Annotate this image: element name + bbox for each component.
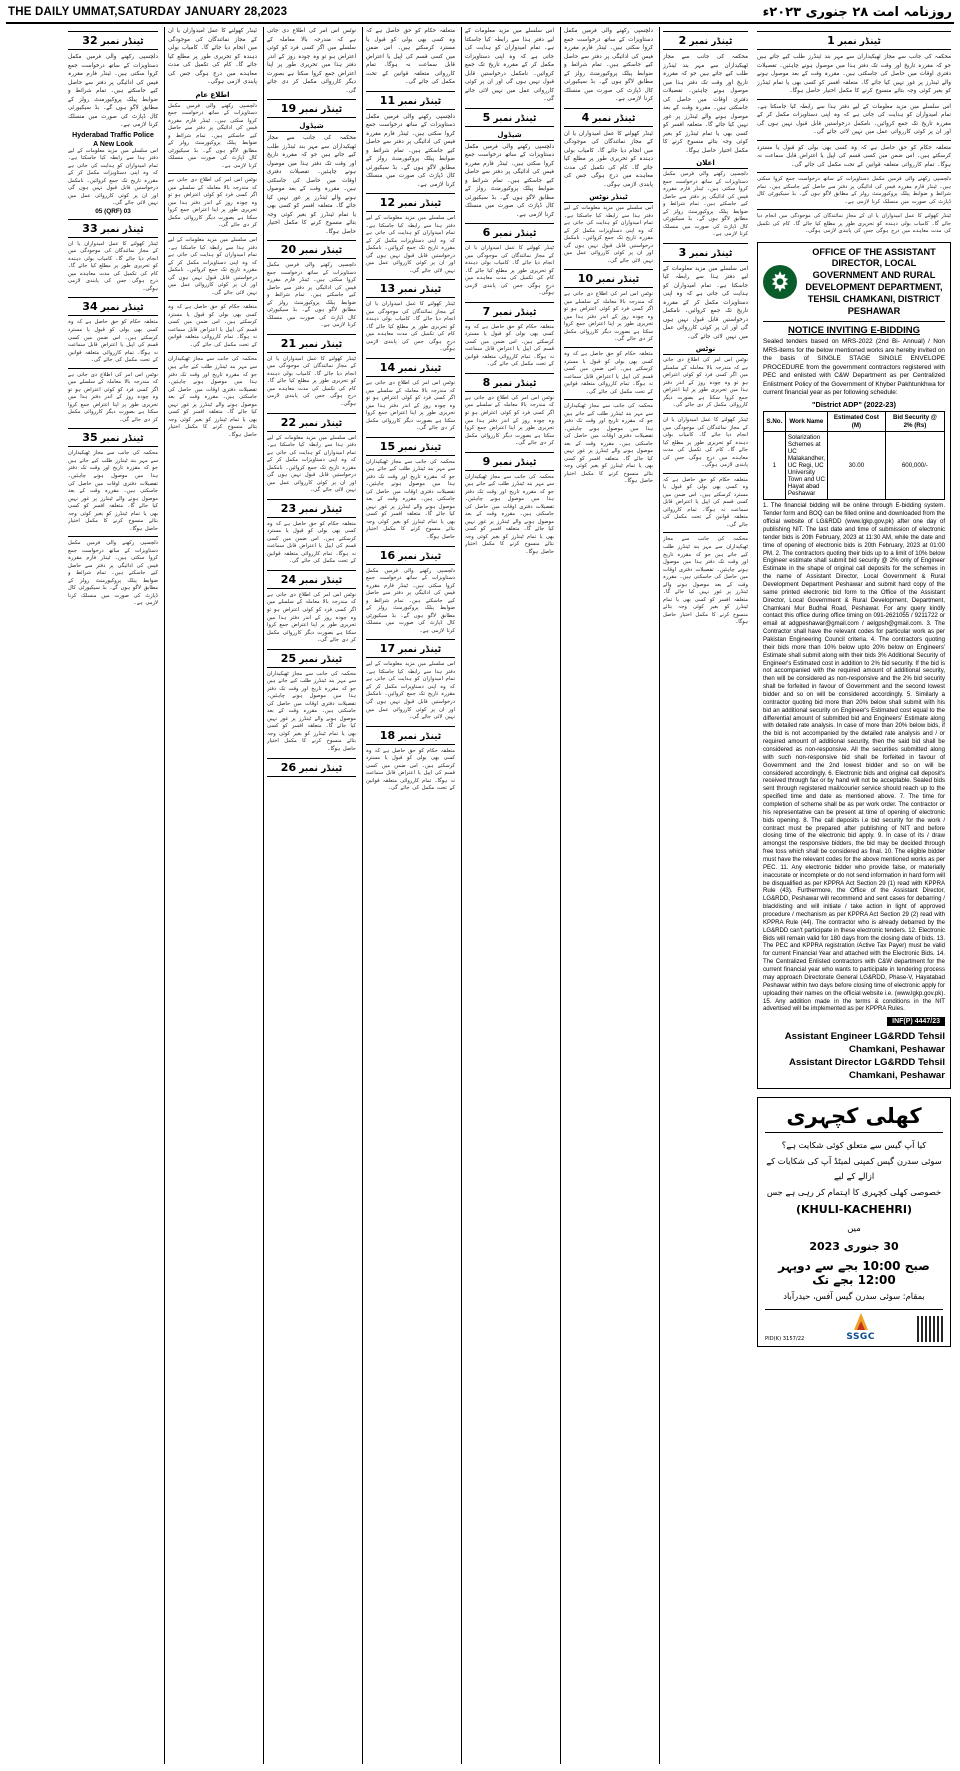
cell-estimated-cost: 30.00 (827, 432, 885, 500)
ssgc-line-4: میں (847, 1223, 861, 1234)
sub-heading: نوٹس (663, 344, 748, 355)
tender-heading: ٹینڈر نمبر 15 (366, 437, 455, 456)
tender-body-text: دلچسپی رکھنے والی فرمیں مکمل دستاویزات کے ساتھ درخواست جمع کروا سکتی ہیں۔ ٹینڈر فارم مقررہ فیس کی ادائیگی پر دفتر سے حاصل کیے جاسکتے ہیں۔ تمام شرائط و ضوابط پبلک پروکیورمنٹ رولز کے مطابق لاگو ہوں گے۔ بڈ سیکیورٹی کال ڈپازٹ کی صورت میں منسلک کرنا لازمی ہے۔ (68, 54, 158, 128)
tender-body-text: محکمہ کی جانب سے مجاز ٹھیکیداران سے مہر بند ٹینڈرز طلب کیے جاتے ہیں جو کہ مقررہ تاریخ اور وقت تک دفتر ہذا میں موصول ہونے چاہئیں۔ تفصیلات دفتری اوقات میں حاصل کی جاسکتی ہیں۔ مقررہ وقت کے بعد موصول ہونے والے ٹینڈرز پر غور نہیں کیا جائے گا۔ متعلقہ افسر کو کسی بھی یا تمام ٹینڈرز کو بغیر کوئی وجہ بتائے منسوخ کرنے کا مکمل اختیار حاصل ہوگا۔ (267, 135, 356, 235)
tender-body-text: دلچسپی رکھنے والی فرمیں مکمل دستاویزات کے ساتھ درخواست جمع کروا سکتی ہیں۔ ٹینڈر فارم مقررہ فیس کی ادائیگی پر دفتر سے حاصل کیے جاسکتے ہیں۔ تمام شرائط و ضوابط پبلک پروکیورمنٹ رولز کے مطابق لاگو ہوں گے۔ بڈ سیکیورٹی کال ڈپازٹ کی صورت میں منسلک کرنا لازمی ہے۔ (564, 28, 653, 102)
tender-body-text: نوٹس اس امر کی اطلاع دی جاتی ہے کہ مندرجہ بالا معاملہ کے سلسلے میں اگر کسی فرد کو کوئی اعتراض ہو تو وہ چودہ روز کے اندر دفتر ہذا میں تحریری طور پر اپنا اعتراض جمع کروا سکتا ہے بصورت دیگر کارروائی مکمل کر دی جائے گی۔ (564, 291, 653, 343)
tender-body-text: اس سلسلے میں مزید معلومات کے لیے دفتر ہذا سے رابطہ کیا جاسکتا ہے۔ تمام امیدواران کو ہدایت کی جاتی ہے کہ وہ اپنی دستاویزات مکمل کر کے مقررہ تاریخ تک جمع کروائیں۔ نامکمل درخواستیں قابل قبول نہیں ہوں گی اور ان پر کوئی کارروائی عمل میں نہیں لائی جائے گی۔ (68, 147, 158, 207)
tender-body-text: دلچسپی رکھنے والی فرمیں مکمل دستاویزات کے ساتھ درخواست جمع کروا سکتی ہیں۔ ٹینڈر فارم مقررہ فیس کی ادائیگی پر دفتر سے حاصل کیے جاسکتے ہیں۔ تمام شرائط و ضوابط پبلک پروکیورمنٹ رولز کے مطابق لاگو ہوں گے۔ بڈ سیکیورٹی کال ڈپازٹ کی صورت میں منسلک کرنا لازمی ہے۔ (366, 567, 455, 634)
ssgc-time: صبح 10:00 بجے سے دوپہر 12:00 بجے تک (778, 1259, 930, 1288)
tender-body-text: ٹینڈر کھولنے کا عمل امیدواران یا ان کے مجاز نمائندگان کی موجودگی میں انجام دیا جائے گا۔ کامیاب بولی دہندہ کو تحریری طور پر مطلع کیا جائے گا۔ کام کی تکمیل کی مدت معاہدے میں درج ہوگی جس کی پابندی لازمی ہوگی۔ (68, 240, 158, 292)
divider (663, 473, 748, 474)
tender-body-text: ٹینڈر کھولنے کا عمل امیدواران یا ان کے مجاز نمائندگان کی موجودگی میں انجام دیا جائے گا۔ کامیاب بولی دہندہ کو تحریری طور پر مطلع کیا جائے گا۔ کام کی تکمیل کی مدت معاہدے میں درج ہوگی جس کی پابندی لازمی ہوگی۔ (366, 301, 455, 353)
tender-body-text: اس سلسلے میں مزید معلومات کے لیے دفتر ہذا سے رابطہ کیا جاسکتا ہے۔ تمام امیدواران کو ہدایت کی جاتی ہے کہ وہ اپنی دستاویزات مکمل کر کے مقررہ تاریخ تک جمع کروائیں۔ نامکمل درخواستیں قابل قبول نہیں ہوں گی اور ان پر کوئی کارروائی عمل میں نہیں لائی جائے گی۔ (757, 103, 951, 135)
tender-body-text: دلچسپی رکھنے والی فرمیں مکمل دستاویزات کے ساتھ درخواست جمع کروا سکتی ہیں۔ ٹینڈر فارم مقررہ فیس کی ادائیگی پر دفتر سے حاصل کیے جاسکتے ہیں۔ تمام شرائط و ضوابط پبلک پروکیورمنٹ رولز کے مطابق لاگو ہوں گے۔ بڈ سیکیورٹی کال ڈپازٹ کی صورت میں منسلک کرنا لازمی ہے۔ (663, 171, 748, 238)
tender-body-text: دلچسپی رکھنے والی فرمیں مکمل دستاویزات کے ساتھ درخواست جمع کروا سکتی ہیں۔ ٹینڈر فارم مقررہ فیس کی ادائیگی پر دفتر سے حاصل کیے جاسکتے ہیں۔ تمام شرائط و ضوابط پبلک پروکیورمنٹ رولز کے مطابق لاگو ہوں گے۔ بڈ سیکیورٹی کال ڈپازٹ کی صورت میں منسلک کرنا لازمی ہے۔ (168, 102, 257, 169)
tender-body-text: ٹینڈر کھولنے کا عمل امیدواران یا ان کے مجاز نمائندگان کی موجودگی میں انجام دیا جائے گا۔ کامیاب بولی دہندہ کو تحریری طور پر مطلع کیا جائے گا۔ کام کی تکمیل کی مدت معاہدے میں درج ہوگی جس کی پابندی لازمی ہوگی۔ (168, 28, 257, 85)
tender-body-text: متعلقہ حکام کو حق حاصل ہے کہ وہ کسی بھی بولی کو قبول یا مسترد کرسکتے ہیں۔ اس ضمن میں کسی قسم کی اپیل یا اعتراض قابل سماعت نہ ہوگا۔ تمام کارروائی متعلقہ قوانین کے تحت مکمل کی جائے گی۔ (366, 28, 455, 85)
tender-heading: ٹینڈر نمبر 22 (267, 413, 356, 432)
tender-heading: ٹینڈر نمبر 33 (68, 219, 158, 238)
tender-body-text: نوٹس اس امر کی اطلاع دی جاتی ہے کہ مندرجہ بالا معاملہ کے سلسلے میں اگر کسی فرد کو کوئی اعتراض ہو تو وہ چودہ روز کے اندر دفتر ہذا میں تحریری طور پر اپنا اعتراض جمع کروا سکتا ہے بصورت دیگر کارروائی مکمل کر دی جائے گی۔ (366, 379, 455, 432)
sub-heading: شیڈول (465, 130, 554, 141)
divider (68, 536, 158, 537)
qrf-reference: 05 (QRF) 03 (95, 207, 131, 215)
column-header-sno: S.No. (764, 412, 786, 432)
masthead (6, 4, 954, 24)
divider (168, 173, 257, 174)
tender-heading: ٹینڈر نمبر 11 (366, 91, 455, 110)
divider (757, 99, 951, 100)
tender-heading: ٹینڈر نمبر 32 (68, 31, 158, 50)
tender-body-text: ٹینڈر کھولنے کا عمل امیدواران یا ان کے مجاز نمائندگان کی موجودگی میں انجام دیا جائے گا۔ کامیاب بولی دہندہ کو تحریری طور پر مطلع کیا جائے گا۔ کام کی تکمیل کی مدت معاہدے میں درج ہوگی جس کی پابندی لازمی ہوگی۔ (663, 417, 748, 469)
tender-heading: ٹینڈر نمبر 19 (267, 99, 356, 118)
tender-heading: ٹینڈر نمبر 7 (465, 302, 554, 321)
ssgc-title: کھلی کچہری (765, 1104, 943, 1133)
tender-body-text: متعلقہ حکام کو حق حاصل ہے کہ وہ کسی بھی بولی کو قبول یا مسترد کرسکتے ہیں۔ اس ضمن میں کسی قسم کی اپیل یا اعتراض قابل سماعت نہ ہوگا۔ تمام کارروائی متعلقہ قوانین کے تحت مکمل کی جائے گی۔ (663, 476, 748, 528)
traffic-police-subheading: A New Look (93, 140, 133, 148)
column-right-notices (754, 27, 954, 1764)
table-header-row (764, 412, 945, 432)
tender-heading: ٹینڈر نمبر 4 (564, 108, 653, 127)
tender-heading: ٹینڈر نمبر 20 (267, 240, 356, 259)
ssgc-line-1: سوئی سدرن گیس کمپنی لمیٹڈ آپ کی شکایات کے ازالے کے لیے (766, 1155, 942, 1182)
tender-heading: ٹینڈر نمبر 9 (465, 452, 554, 471)
masthead-english-title: THE DAILY UMMAT,SATURDAY JANUARY 28,2023 (8, 6, 288, 18)
column-2 (659, 27, 751, 1764)
tender-body-text: متعلقہ حکام کو حق حاصل ہے کہ وہ کسی بھی بولی کو قبول یا مسترد کرسکتے ہیں۔ اس ضمن میں کسی قسم کی اپیل یا اعتراض قابل سماعت نہ ہوگا۔ تمام کارروائی متعلقہ قوانین کے تحت مکمل کی جائے گی۔ (68, 319, 158, 364)
divider (663, 532, 748, 533)
ssgc-pid-code: PID(K) 3157/22 (765, 1336, 805, 1343)
tender-body-text: نوٹس اس امر کی اطلاع دی جاتی ہے کہ مندرجہ بالا معاملہ کے سلسلے میں اگر کسی فرد کو کوئی اعتراض ہو تو وہ چودہ روز کے اندر دفتر ہذا میں تحریری طور پر اپنا اعتراض جمع کروا سکتا ہے بصورت دیگر کارروائی مکمل کر دی جائے گی۔ (168, 177, 257, 229)
divider (757, 172, 951, 173)
tender-body-text: اس سلسلے میں مزید معلومات کے لیے دفتر ہذا سے رابطہ کیا جاسکتا ہے۔ تمام امیدواران کو ہدایت کی جاتی ہے کہ وہ اپنی دستاویزات مکمل کر کے مقررہ تاریخ تک جمع کروائیں۔ نامکمل درخواستیں قابل قبول نہیں ہوں گی اور ان پر کوئی کارروائی عمل میں نہیں لائی جائے گی۔ (267, 434, 356, 494)
government-emblem-icon (763, 265, 797, 299)
tender-body-text: اس سلسلے میں مزید معلومات کے لیے دفتر ہذا سے رابطہ کیا جاسکتا ہے۔ تمام امیدواران کو ہدایت کی جاتی ہے کہ وہ اپنی دستاویزات مکمل کر کے مقررہ تاریخ تک جمع کروائیں۔ نامکمل درخواستیں قابل قبول نہیں ہوں گی اور ان پر کوئی کارروائی عمل میں نہیں لائی جائے گی۔ (564, 205, 653, 264)
divider (168, 300, 257, 301)
tender-body-text: اس سلسلے میں مزید معلومات کے لیے دفتر ہذا سے رابطہ کیا جاسکتا ہے۔ تمام امیدواران کو ہدایت کی جاتی ہے کہ وہ اپنی دستاویزات مکمل کر کے مقررہ تاریخ تک جمع کروائیں۔ نامکمل درخواستیں قابل قبول نہیں ہوں گی اور ان پر کوئی کارروائی عمل میں نہیں لائی جائے گی۔ (465, 28, 554, 102)
tender-body-text: متعلقہ حکام کو حق حاصل ہے کہ وہ کسی بھی بولی کو قبول یا مسترد کرسکتے ہیں۔ اس ضمن میں کسی قسم کی اپیل یا اعتراض قابل سماعت نہ ہوگا۔ تمام کارروائی متعلقہ قوانین کے تحت مکمل کی جائے گی۔ (757, 144, 951, 168)
ssgc-footer (765, 1309, 943, 1342)
divider (564, 347, 653, 348)
tender-heading: ٹینڈر نمبر 16 (366, 546, 455, 565)
column-8-classified (65, 27, 161, 1764)
sub-heading: ٹینڈر نوٹس (564, 192, 653, 203)
tender-heading: ٹینڈر نمبر 1 (757, 31, 951, 50)
sub-heading: اعلان (663, 158, 748, 169)
qr-code-icon (917, 1316, 943, 1342)
tender-body-text: محکمہ کی جانب سے مجاز ٹھیکیداران سے مہر بند ٹینڈرز طلب کیے جاتے ہیں جو کہ مقررہ تاریخ اور وقت تک دفتر ہذا میں موصول ہونے چاہئیں۔ تفصیلات دفتری اوقات میں حاصل کی جاسکتی ہیں۔ مقررہ وقت کے بعد موصول ہونے والے ٹینڈرز پر غور نہیں کیا جائے گا۔ متعلقہ افسر کو کسی بھی یا تمام ٹینڈرز کو بغیر کوئی وجہ بتائے منسوخ کرنے کا مکمل اختیار حاصل ہوگا۔ (267, 670, 356, 752)
tender-body-text: نوٹس اس امر کی اطلاع دی جاتی ہے کہ مندرجہ بالا معاملہ کے سلسلے میں اگر کسی فرد کو کوئی اعتراض ہو تو وہ چودہ روز کے اندر دفتر ہذا میں تحریری طور پر اپنا اعتراض جمع کروا سکتا ہے بصورت دیگر کارروائی مکمل کر دی جائے گی۔ (663, 357, 748, 409)
tender-heading: ٹینڈر نمبر 35 (68, 428, 158, 447)
tender-body-text: متعلقہ حکام کو حق حاصل ہے کہ وہ کسی بھی بولی کو قبول یا مسترد کرسکتے ہیں۔ اس ضمن میں کسی قسم کی اپیل یا اعتراض قابل سماعت نہ ہوگا۔ تمام کارروائی متعلقہ قوانین کے تحت مکمل کی جائے گی۔ (168, 304, 257, 348)
lgrdd-notice-advertisement (757, 242, 951, 1089)
cell-work-name: Solarization Schemes at UC Malakandher, UC Regi, UC University Town and UC Hayat abad Peshawar (785, 432, 827, 500)
column-header-bid-security: Bid Security @ 2% (Rs) (885, 412, 944, 432)
tender-body-text: اس سلسلے میں مزید معلومات کے لیے دفتر ہذا سے رابطہ کیا جاسکتا ہے۔ تمام امیدواران کو ہدایت کی جاتی ہے کہ وہ اپنی دستاویزات مکمل کر کے مقررہ تاریخ تک جمع کروائیں۔ نامکمل درخواستیں قابل قبول نہیں ہوں گی اور ان پر کوئی کارروائی عمل میں نہیں لائی جائے گی۔ (663, 265, 748, 340)
flame-icon (854, 1313, 868, 1330)
ssgc-kachehri-english: (KHULI-KACHEHRI) (796, 1203, 912, 1217)
tender-body-text: دلچسپی رکھنے والی فرمیں مکمل دستاویزات کے ساتھ درخواست جمع کروا سکتی ہیں۔ ٹینڈر فارم مقررہ فیس کی ادائیگی پر دفتر سے حاصل کیے جاسکتے ہیں۔ تمام شرائط و ضوابط پبلک پروکیورمنٹ رولز کے مطابق لاگو ہوں گے۔ بڈ سیکیورٹی کال ڈپازٹ کی صورت میں منسلک کرنا لازمی ہے۔ (757, 176, 951, 205)
tender-body-text: نوٹس اس امر کی اطلاع دی جاتی ہے کہ مندرجہ بالا معاملہ کے سلسلے میں اگر کسی فرد کو کوئی اعتراض ہو تو وہ چودہ روز کے اندر دفتر ہذا میں تحریری طور پر اپنا اعتراض جمع کروا سکتا ہے بصورت دیگر کارروائی مکمل کر دی جائے گی۔ (465, 394, 554, 447)
notice-signature-block (763, 1028, 945, 1083)
notice-header (763, 247, 945, 323)
tender-body-text: نوٹس اس امر کی اطلاع دی جاتی ہے کہ مندرجہ بالا معاملہ کے سلسلے میں اگر کسی فرد کو کوئی اعتراض ہو تو وہ چودہ روز کے اندر دفتر ہذا میں تحریری طور پر اپنا اعتراض جمع کروا سکتا ہے بصورت دیگر کارروائی مکمل کر دی جائے گی۔ (267, 28, 356, 94)
notice-intro-paragraph: Sealed tenders based on MRS-2022 (2nd Bi- Annual) / Non MRS-items for the below mentioned works are hereby invited on the basis of SINGLE STAGE SINGLE ENVELOPE PROCEDURE from the government contractors registered with PEC and enlisted with C&W Department as per Centralized Enlistment Policy of the Government of Khyber Pakhtunkhwa for current financial year as per following schedule: (763, 338, 945, 397)
column-4 (461, 27, 557, 1764)
tender-body-text: اس سلسلے میں مزید معلومات کے لیے دفتر ہذا سے رابطہ کیا جاسکتا ہے۔ تمام امیدواران کو ہدایت کی جاتی ہے کہ وہ اپنی دستاویزات مکمل کر کے مقررہ تاریخ تک جمع کروائیں۔ نامکمل درخواستیں قابل قبول نہیں ہوں گی اور ان پر کوئی کارروائی عمل میں نہیں لائی جائے گی۔ (366, 661, 455, 721)
tender-heading: ٹینڈر نمبر 18 (366, 726, 455, 745)
tender-body-text: محکمہ کی جانب سے مجاز ٹھیکیداران سے مہر بند ٹینڈرز طلب کیے جاتے ہیں جو کہ مقررہ تاریخ اور وقت تک دفتر ہذا میں موصول ہونے چاہئیں۔ تفصیلات دفتری اوقات میں حاصل کی جاسکتی ہیں۔ مقررہ وقت کے بعد موصول ہونے والے ٹینڈرز پر غور نہیں کیا جائے گا۔ متعلقہ افسر کو کسی بھی یا تمام ٹینڈرز کو بغیر کوئی وجہ بتائے منسوخ کرنے کا مکمل اختیار حاصل ہوگا۔ (663, 54, 748, 154)
tender-body-text: محکمہ کی جانب سے مجاز ٹھیکیداران سے مہر بند ٹینڈرز طلب کیے جاتے ہیں جو کہ مقررہ تاریخ اور وقت تک دفتر ہذا میں موصول ہونے چاہئیں۔ تفصیلات دفتری اوقات میں حاصل کی جاسکتی ہیں۔ مقررہ وقت کے بعد موصول ہونے والے ٹینڈرز پر غور نہیں کیا جائے گا۔ متعلقہ افسر کو کسی بھی یا تمام ٹینڈرز کو بغیر کوئی وجہ بتائے منسوخ کرنے کا مکمل اختیار حاصل ہوگا۔ (366, 458, 455, 540)
ssgc-logo-label: SSGC (846, 1332, 875, 1343)
column-header-work-name: Work Name (785, 412, 827, 432)
sub-heading: شیڈول (267, 121, 356, 132)
tender-heading: ٹینڈر نمبر 17 (366, 639, 455, 658)
tender-body-text: متعلقہ حکام کو حق حاصل ہے کہ وہ کسی بھی بولی کو قبول یا مسترد کرسکتے ہیں۔ اس ضمن میں کسی قسم کی اپیل یا اعتراض قابل سماعت نہ ہوگا۔ تمام کارروائی متعلقہ قوانین کے تحت مکمل کی جائے گی۔ (267, 520, 356, 565)
tender-body-text: نوٹس اس امر کی اطلاع دی جاتی ہے کہ مندرجہ بالا معاملہ کے سلسلے میں اگر کسی فرد کو کوئی اعتراض ہو تو وہ چودہ روز کے اندر دفتر ہذا میں تحریری طور پر اپنا اعتراض جمع کروا سکتا ہے بصورت دیگر کارروائی مکمل کر دی جائے گی۔ (267, 591, 356, 644)
tender-body-text: محکمہ کی جانب سے مجاز ٹھیکیداران سے مہر بند ٹینڈرز طلب کیے جاتے ہیں جو کہ مقررہ تاریخ اور وقت تک دفتر ہذا میں موصول ہونے چاہئیں۔ تفصیلات دفتری اوقات میں حاصل کی جاسکتی ہیں۔ مقررہ وقت کے بعد موصول ہونے والے ٹینڈرز پر غور نہیں کیا جائے گا۔ متعلقہ افسر کو کسی بھی یا تمام ٹینڈرز کو بغیر کوئی وجہ بتائے منسوخ کرنے کا مکمل اختیار حاصل ہوگا۔ (757, 54, 951, 94)
divider (757, 140, 951, 141)
tender-body-text: دلچسپی رکھنے والی فرمیں مکمل دستاویزات کے ساتھ درخواست جمع کروا سکتی ہیں۔ ٹینڈر فارم مقررہ فیس کی ادائیگی پر دفتر سے حاصل کیے جاسکتے ہیں۔ تمام شرائط و ضوابط پبلک پروکیورمنٹ رولز کے مطابق لاگو ہوں گے۔ بڈ سیکیورٹی کال ڈپازٹ کی صورت میں منسلک کرنا لازمی ہے۔ (465, 143, 554, 218)
traffic-police-heading: Hyderabad Traffic Police (72, 131, 154, 139)
tender-heading: ٹینڈر نمبر 24 (267, 570, 356, 589)
tender-heading: ٹینڈر نمبر 14 (366, 358, 455, 377)
divider (663, 413, 748, 414)
inf-reference-badge: INF(P) 4447/23 (887, 1017, 945, 1026)
masthead-urdu-title: روزنامہ امت ۲۸ جنوری ۲۰۲۳ء (762, 4, 952, 20)
divider (757, 209, 951, 210)
tender-heading: ٹینڈر نمبر 13 (366, 279, 455, 298)
signatory-assistant-director: Assistant Director LG&RDD Tehsil Chamkani, Peshawar (788, 1057, 945, 1082)
tender-heading: ٹینڈر نمبر 5 (465, 108, 554, 127)
tender-heading: ٹینڈر نمبر 10 (564, 269, 653, 288)
tender-body-text: ٹینڈر کھولنے کا عمل امیدواران یا ان کے مجاز نمائندگان کی موجودگی میں انجام دیا جائے گا۔ کامیاب بولی دہندہ کو تحریری طور پر مطلع کیا جائے گا۔ کام کی تکمیل کی مدت معاہدے میں درج ہوگی جس کی پابندی لازمی ہوگی۔ (267, 355, 356, 407)
tender-body-text: دلچسپی رکھنے والی فرمیں مکمل دستاویزات کے ساتھ درخواست جمع کروا سکتی ہیں۔ ٹینڈر فارم مقررہ فیس کی ادائیگی پر دفتر سے حاصل کیے جاسکتے ہیں۔ تمام شرائط و ضوابط پبلک پروکیورمنٹ رولز کے مطابق لاگو ہوں گے۔ بڈ سیکیورٹی کال ڈپازٹ کی صورت میں منسلک کرنا لازمی ہے۔ (267, 262, 356, 329)
tender-body-text: محکمہ کی جانب سے مجاز ٹھیکیداران سے مہر بند ٹینڈرز طلب کیے جاتے ہیں جو کہ مقررہ تاریخ اور وقت تک دفتر ہذا میں موصول ہونے چاہئیں۔ تفصیلات دفتری اوقات میں حاصل کی جاسکتی ہیں۔ مقررہ وقت کے بعد موصول ہونے والے ٹینڈرز پر غور نہیں کیا جائے گا۔ متعلقہ افسر کو کسی بھی یا تمام ٹینڈرز کو بغیر کوئی وجہ بتائے منسوخ کرنے کا مکمل اختیار حاصل ہوگا۔ (663, 536, 748, 626)
tender-body-text: ٹینڈر کھولنے کا عمل امیدواران یا ان کے مجاز نمائندگان کی موجودگی میں انجام دیا جائے گا۔ کامیاب بولی دہندہ کو تحریری طور پر مطلع کیا جائے گا۔ کام کی تکمیل کی مدت معاہدے میں درج ہوگی جس کی پابندی لازمی ہوگی۔ (757, 213, 951, 235)
tender-body-text: اس سلسلے میں مزید معلومات کے لیے دفتر ہذا سے رابطہ کیا جاسکتا ہے۔ تمام امیدواران کو ہدایت کی جاتی ہے کہ وہ اپنی دستاویزات مکمل کر کے مقررہ تاریخ تک جمع کروائیں۔ نامکمل درخواستیں قابل قبول نہیں ہوں گی اور ان پر کوئی کارروائی عمل میں نہیں لائی جائے گی۔ (168, 237, 257, 296)
tender-body-text: دلچسپی رکھنے والی فرمیں مکمل دستاویزات کے ساتھ درخواست جمع کروا سکتی ہیں۔ ٹینڈر فارم مقررہ فیس کی ادائیگی پر دفتر سے حاصل کیے جاسکتے ہیں۔ تمام شرائط و ضوابط پبلک پروکیورمنٹ رولز کے مطابق لاگو ہوں گے۔ بڈ سیکیورٹی کال ڈپازٹ کی صورت میں منسلک کرنا لازمی ہے۔ (68, 540, 158, 607)
cell-bid-security: 600,000/- (885, 432, 944, 500)
tender-heading: ٹینڈر نمبر 12 (366, 193, 455, 212)
ssgc-khuli-kachehri-advertisement (757, 1097, 951, 1347)
tender-heading: ٹینڈر نمبر 23 (267, 499, 356, 518)
tender-body-text: محکمہ کی جانب سے مجاز ٹھیکیداران سے مہر بند ٹینڈرز طلب کیے جاتے ہیں جو کہ مقررہ تاریخ اور وقت تک دفتر ہذا میں موصول ہونے چاہئیں۔ تفصیلات دفتری اوقات میں حاصل کی جاسکتی ہیں۔ مقررہ وقت کے بعد موصول ہونے والے ٹینڈرز پر غور نہیں کیا جائے گا۔ متعلقہ افسر کو کسی بھی یا تمام ٹینڈرز کو بغیر کوئی وجہ بتائے منسوخ کرنے کا مکمل اختیار حاصل ہوگا۔ (168, 356, 257, 438)
divider (564, 399, 653, 400)
tender-body-text: متعلقہ حکام کو حق حاصل ہے کہ وہ کسی بھی بولی کو قبول یا مسترد کرسکتے ہیں۔ اس ضمن میں کسی قسم کی اپیل یا اعتراض قابل سماعت نہ ہوگا۔ تمام کارروائی متعلقہ قوانین کے تحت مکمل کی جائے گی۔ (465, 323, 554, 368)
divider (168, 233, 257, 234)
tender-heading: ٹینڈر نمبر 8 (465, 373, 554, 392)
tender-body-text: متعلقہ حکام کو حق حاصل ہے کہ وہ کسی بھی بولی کو قبول یا مسترد کرسکتے ہیں۔ اس ضمن میں کسی قسم کی اپیل یا اعتراض قابل سماعت نہ ہوگا۔ تمام کارروائی متعلقہ قوانین کے تحت مکمل کی جائے گی۔ (366, 747, 455, 792)
column-5 (362, 27, 458, 1764)
tender-heading: ٹینڈر نمبر 34 (68, 297, 158, 316)
page-columns (6, 24, 954, 1764)
ssgc-date: 30 جنوری 2023 (809, 1239, 899, 1253)
column-7 (164, 27, 260, 1764)
tender-heading: ٹینڈر نمبر 26 (267, 758, 356, 777)
column-6 (263, 27, 359, 1764)
sub-heading: اطلاع عام (168, 90, 257, 101)
tender-heading: ٹینڈر نمبر 25 (267, 649, 356, 668)
tender-heading: ٹینڈر نمبر 3 (663, 243, 748, 262)
tender-body-text: متعلقہ حکام کو حق حاصل ہے کہ وہ کسی بھی بولی کو قبول یا مسترد کرسکتے ہیں۔ اس ضمن میں کسی قسم کی اپیل یا اعتراض قابل سماعت نہ ہوگا۔ تمام کارروائی متعلقہ قوانین کے تحت مکمل کی جائے گی۔ (564, 350, 653, 395)
tender-body-text: ٹینڈر کھولنے کا عمل امیدواران یا ان کے مجاز نمائندگان کی موجودگی میں انجام دیا جائے گا۔ کامیاب بولی دہندہ کو تحریری طور پر مطلع کیا جائے گا۔ کام کی تکمیل کی مدت معاہدے میں درج ہوگی جس کی پابندی لازمی ہوگی۔ (465, 245, 554, 297)
tender-body-text: نوٹس اس امر کی اطلاع دی جاتی ہے کہ مندرجہ بالا معاملہ کے سلسلے میں اگر کسی فرد کو کوئی اعتراض ہو تو وہ چودہ روز کے اندر دفتر ہذا میں تحریری طور پر اپنا اعتراض جمع کروا سکتا ہے بصورت دیگر کارروائی مکمل کر دی جائے گی۔ (68, 371, 158, 423)
notice-works-table (763, 411, 945, 500)
ssgc-question: کیا آپ گیس سے متعلق کوئی شکایت ہے؟ (781, 1139, 927, 1150)
tender-body-text: محکمہ کی جانب سے مجاز ٹھیکیداران سے مہر بند ٹینڈرز طلب کیے جاتے ہیں جو کہ مقررہ تاریخ اور وقت تک دفتر ہذا میں موصول ہونے چاہئیں۔ تفصیلات دفتری اوقات میں حاصل کی جاسکتی ہیں۔ مقررہ وقت کے بعد موصول ہونے والے ٹینڈرز پر غور نہیں کیا جائے گا۔ متعلقہ افسر کو کسی بھی یا تمام ٹینڈرز کو بغیر کوئی وجہ بتائے منسوخ کرنے کا مکمل اختیار حاصل ہوگا۔ (465, 473, 554, 555)
tender-heading: ٹینڈر نمبر 21 (267, 334, 356, 353)
notice-table-title: "District ADP" (2022-23) (812, 400, 896, 410)
notice-office-title: OFFICE OF THE ASSISTANT DIRECTOR, LOCAL GOVERNMENT AND RURAL DEVELOPMENT DEPARTMENT, TEHSIL CHAMKANI, DISTRICT PESHAWAR (805, 246, 943, 316)
cell-sno: 1 (764, 432, 786, 500)
notice-terms-and-conditions: 1. The financial bidding will be online through E-bidding system. Tender form and BOQ can be filled online and downloaded from the official website of LG&RDD (www.lgkp.gov.pk) after one day of publishing NIT. The last date and time of submission of electronic tender bids is 20th February, 2023 at 11:30 AM, while the date and time of opening of electronic bids is 20th February, 2023 at 01:00 PM. 2. The contractors quoting their bids up to a limit of 10% below Engineer estimate shall submit bid security @ 2% only of Engineer Estimate in the shape of original call deposits for the schemes in the name of Assistant Director, Local Government & Rural Development Department Peshawar and submit hard copy of the same printed electronic bid form to the Office of the Assistant Director, Local Government & Rural Development, Department, Chamkani Mur Budhai Road, Peshawar. For any query kindly contact this office during office timing on 091-2621055 / 9211722 or email at adgpeshawar@gmail.com / aelgpsh@gmail.com. 3. The Contractor shall have the relevant codes for particular work as per Pakistan Engineering Council criteria. 4. The contractors quoting their bids more than 10% below upto 20% below on Engineers' Estimate shall submit along with their bids 3% Additional Security of Engineer's Estimated cost in addition to 2% bid security. If the bid is not accompanied with the required amount of additional security, then will be considered as non-responsive and the 2% bid security shall be forfeited in favour of Government and the second lowest bidder and so on will be considered accordingly. 5. Similarly a contractor quoting bid more than 20% below shall submit with his bid an additional security on Engineer's Estimated cost equal to the differential amount of submitted bid and Engineers' Estimate along with detailed rate analysis. In case of more than 20% below bids, if the bid is not accompanied by the detailed rate analysis and / or required amount of additional security, then the said bid shall be considered as non-responsive. All the securities submitted along with such non-responsive bid shall be forfeited in favour of Government and the 2nd lowest bidder and so on will be considered accordingly. 6. Electronic bids and original call deposit's received through fax or by hand will not be acceptable. Sealed bids sent through registered mail/courier service should reach up to the specified time and date as mentioned above. 7. The time for completion of scheme shall be as per work order. The contractor or his representative can be present at time of opening of electronic bids opening. 8. The call deposits i.e bid security for the work / contract must be prepared after publishing of NIT and before closing time of the electronic bid apply. 9. In case of its / draw amongst the responsive bidders, the bid may be decided through free toss which shall be considered as final. 10. The eligible bidder must have the relevant codes for the above mentioned works as per PEC. 11. Any electronic bidder who provide false, or materially inaccurate or incomplete or do not send information in hard form will be disqualified as per KPPRA Act Section 29 (1) read with KPPRA Rule (43). Furthermore, the Office of the Assistant Director, LG&RDD, Peshawar will recommend and sent cases for debarring / blacklisting and will initiate / take action in light of approved procedure / mechanism as per KPPRA Act Section 29 (2) read with KPPRA Rule (44). The contractor who is already debarred by the LG&RDD can't participate in these electronic tenders. 12. Electronic Bids will remain valid for 180 days from the closing date of bids. 13. The PEC and KPPRA registration /Active Tax Payer) must be valid for current Financial Year and attached with the Electronic Bids. 14. The Centralized Enlisted contractors with C&W department for the current financial year who wants to participate in tendering process may approach Directorate General LG&RDD, Phase-V, Hayatabad Peshawar within two days before closing time of electronic apply for uploading their names on the official website i.e. (www.lgkp.gov.pk). 15. Any addition made in the terms & conditions in the NIT advertised will be implemented as per KPPRA Rules. (763, 503, 945, 1013)
tender-body-text: محکمہ کی جانب سے مجاز ٹھیکیداران سے مہر بند ٹینڈرز طلب کیے جاتے ہیں جو کہ مقررہ تاریخ اور وقت تک دفتر ہذا میں موصول ہونے چاہئیں۔ تفصیلات دفتری اوقات میں حاصل کی جاسکتی ہیں۔ مقررہ وقت کے بعد موصول ہونے والے ٹینڈرز پر غور نہیں کیا جائے گا۔ متعلقہ افسر کو کسی بھی یا تمام ٹینڈرز کو بغیر کوئی وجہ بتائے منسوخ کرنے کا مکمل اختیار حاصل ہوگا۔ (564, 403, 653, 485)
ssgc-line-2: خصوصی کھلی کچہری کا اہتمام کر رہی ہے جس (766, 1186, 942, 1197)
divider (68, 368, 158, 369)
tender-heading: ٹینڈر نمبر 6 (465, 223, 554, 242)
tender-heading: ٹینڈر نمبر 2 (663, 31, 748, 50)
column-header-estimated-cost: Estimated Cost (M) (827, 412, 885, 432)
tender-body-text: اس سلسلے میں مزید معلومات کے لیے دفتر ہذا سے رابطہ کیا جاسکتا ہے۔ تمام امیدواران کو ہدایت کی جاتی ہے کہ وہ اپنی دستاویزات مکمل کر کے مقررہ تاریخ تک جمع کروائیں۔ نامکمل درخواستیں قابل قبول نہیں ہوں گی اور ان پر کوئی کارروائی عمل میں نہیں لائی جائے گی۔ (366, 215, 455, 274)
notice-heading: NOTICE INVITING E-BIDDING (788, 325, 920, 337)
tender-body-text: دلچسپی رکھنے والی فرمیں مکمل دستاویزات کے ساتھ درخواست جمع کروا سکتی ہیں۔ ٹینڈر فارم مقررہ فیس کی ادائیگی پر دفتر سے حاصل کیے جاسکتے ہیں۔ تمام شرائط و ضوابط پبلک پروکیورمنٹ رولز کے مطابق لاگو ہوں گے۔ بڈ سیکیورٹی کال ڈپازٹ کی صورت میں منسلک کرنا لازمی ہے۔ (366, 113, 455, 188)
ssgc-venue: بمقام: سوئی سدرن گیس آفس، حیدرآباد (783, 1291, 925, 1302)
signatory-assistant-engineer: Assistant Engineer LG&RDD Tehsil Chamkani, Peshawar (784, 1031, 945, 1056)
column-3 (560, 27, 656, 1764)
ssgc-logo (846, 1313, 875, 1342)
table-row (764, 432, 945, 500)
tender-body-text: ٹینڈر کھولنے کا عمل امیدواران یا ان کے مجاز نمائندگان کی موجودگی میں انجام دیا جائے گا۔ کامیاب بولی دہندہ کو تحریری طور پر مطلع کیا جائے گا۔ کام کی تکمیل کی مدت معاہدے میں درج ہوگی جس کی پابندی لازمی ہوگی۔ (564, 130, 653, 188)
divider (168, 352, 257, 353)
tender-body-text: محکمہ کی جانب سے مجاز ٹھیکیداران سے مہر بند ٹینڈرز طلب کیے جاتے ہیں جو کہ مقررہ تاریخ اور وقت تک دفتر ہذا میں موصول ہونے چاہئیں۔ تفصیلات دفتری اوقات میں حاصل کی جاسکتی ہیں۔ مقررہ وقت کے بعد موصول ہونے والے ٹینڈرز پر غور نہیں کیا جائے گا۔ متعلقہ افسر کو کسی بھی یا تمام ٹینڈرز کو بغیر کوئی وجہ بتائے منسوخ کرنے کا مکمل اختیار حاصل ہوگا۔ (68, 450, 158, 532)
